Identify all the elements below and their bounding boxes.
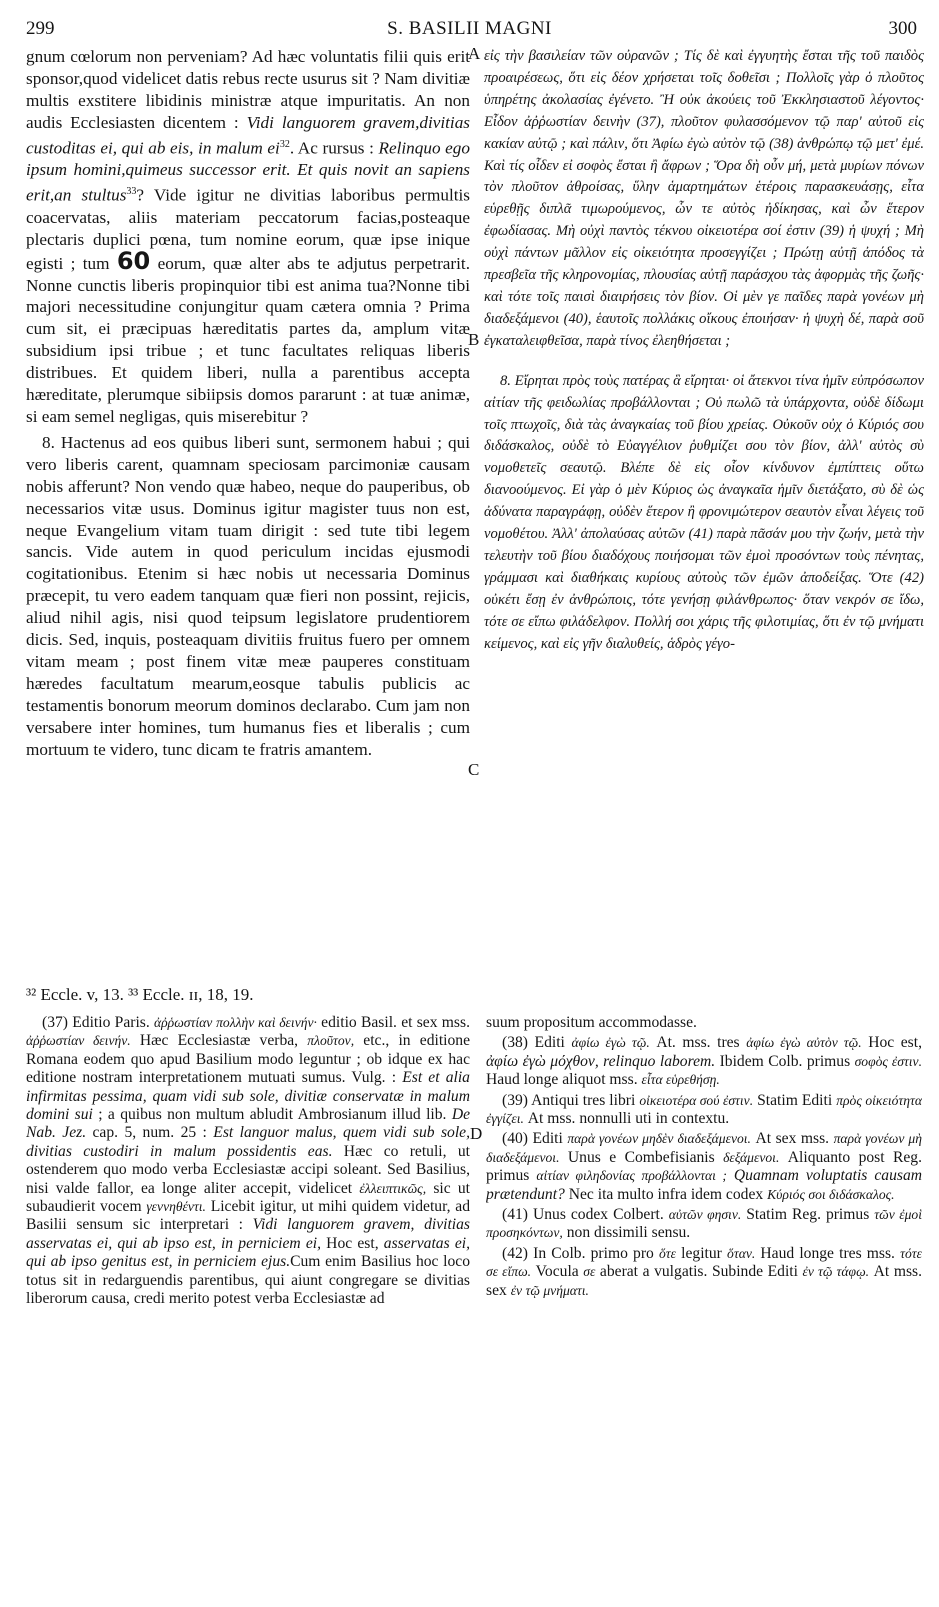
latin-paragraph-1: gnum cœlorum non perveniam? Ad hæc voluntatis filii quis erit sponsor,quod videlicet datis rebus recte usurus sit ? Nam divitiæ multis exstitere libidinis ministræ atque impuritatis. An non audis Ecclesiasten dicentem : Vidi languorem gravem,divitias custoditas ei, qui ab eis, in malum $ei^{32}$. Ac rursus : Relinquo ego ipsum homini,quimeus successor erit. Et quis novit an sapiens erit,an stultus$^{33}$? Vide igitur ne divitias laboribus permultis coacervatas, aliis materiam peccatorum facias,posteaque plectaris duplici pœna, tum nomine eorum, quæ ipse inique egisti ; tum 60 eorum, quæ alter abs te adjutus perpetrarit. Nonne cunctis liberis propinquior tibi est anima tua?Nonne tibi majori necessitudine conjungitur quam cætera omnia ? Prima cum sit, ei præcipuas hæreditatis partes da, amplum vitæ subsidium ipsi tribue ; et tunc facultates reliquas liberis distribues. Et quidem liberi, nulla a parentibus accepta hæreditate, plerumque sibiipsis domos pararunt : at tuæ animæ, si eam semel negligas, quis miserebitur ? — [26, 47, 470, 426]
folio-marker-60: 60 — [116, 246, 151, 275]
latin-column — [26, 46, 470, 976]
note-39: (39) Antiqui tres libri οἰκειοτέρα σού ἐστιν. Statim Editi πρὸς οἰκειότητα ἐγγίζει. At mss. nonnulli uti in contextu. — [486, 1091, 922, 1128]
note-37: (37) Editio Paris. ἀῤῥωστίαν πολλὴν καὶ δεινήν· editio Basil. et sex mss. ἀῤῥωστίαν δεινήν. Hæc Ecclesiastæ verba, πλοῦτον, etc., in editione Romana eodem quo apud Basilium modo leguntur ; ob idque ex hac editione nostram interpretationem mutuati sumus. Vulg. : Est et alia infirmitas pessima, quam vidi sub sole, divitiæ conservatæ in malum domini sui ; a quibus non multum abludit Ambrosianum illud lib. De Nab. Jez. cap. 5, num. 25 : Est languor malus, quem vidi sub sole, divitias custodiri in malum possidentis eas. Hæc co retuli, ut ostenderem quo modo verba Ecclesiastæ accipi soleant. Sed Basilius, nisi valde fallor, ea longe aliter accepit, videlicet ἐλλειπτικῶς, sic ut subaudierit vocem γεννηθέντι. Licebit igitur, ut mihi quidem videtur, ad Basilii sensum sic interpretari : Vidi languorem gravem, divitias asservatas ei, qui ab ipso est, in perniciem ei, Hoc est, asservatas ei, qui ab ipso genitus est, in perniciem ejus.Cum enim Basilius hoc loco totus sit in redarguendis parentibus, qui aiunt congregare se divitias liberorum causa, credi merito potest verba Ecclesiastæ ad — [26, 1014, 470, 1308]
margin-letter-b: B — [468, 330, 480, 349]
greek-paragraph-8: 8. Εἴρηται πρὸς τοὺς πατέρας ἃ εἴρηται· οἱ ἄτεκνοι τίνα ἡμῖν εὐπρόσωπον αἰτίαν τῆς φειδωλίας προβάλλονται ; Οὐ πωλῶ τὰ ὑπάρχοντα, οὐδὲ δίδωμι τοῖς πτωχοῖς, διὰ τὰς ἀναγκαίας τοῦ βίου χρείας. Οὐκοῦν οὐχ ὁ Κύριός σου διδάσκαλος, οὐδὲ τὸ Εὐαγγέλιον ῥυθμίζει σου τὸν βίον, ἀλλ' αὐτὸς σὺ νομοθετεῖς σεαυτῷ. Βλέπε δὲ εἰς οἷον κίνδυνον ἐμπίπτεις οὕτω διανοούμενος. Εἰ γὰρ ὁ μὲν Κύριος ὡς ἀναγκαῖα ἡμῖν διετάξατο, σὺ δὲ ὡς ἀδύνατα παραγράφῃ, οὐδὲν ἕτερον ἢ φρονιμώτερον σεαυτὸν εἶναι λέγεις τοῦ νομοθέτου. Ἀλλ' ἀπολαύσας αὐτῶν (41) παρὰ πᾶσάν μου τὴν ζωήν, μετὰ τὴν τελευτὴν τοῦ βίου διαδόχους ποιήσομαι τῶν ἐμοὶ προσόντων τοὺς πένητας, γράμμασι καὶ διαθήκαις κυρίους αὐτοὺς τῶν ἐμῶν ἀποδείξας. Ὅτε (42) οὐκέτι ἔσῃ ἐν ἀνθρώποις, τότε γενήσῃ φιλάνθρωπος· ὅταν νεκρόν σε ἴδω, τότε σε εἴπω φιλάδελφον. Πολλή σοι χάρις τῆς φιλοτιμίας, ὅτι ἐν τῷ μνήματι κείμενος, καὶ εἰς γῆν διαλυθείς, ἁδρὸς γέγο- — [484, 372, 924, 652]
greek-column — [484, 46, 924, 996]
note-continuation: suum propositum accommodasse. — [486, 1014, 697, 1031]
note-38: (38) Editi ἀφίω ἐγὼ τῷ. At. mss. tres ἀφίω ἐγὼ αὐτὸν τῷ. Hoc est, ἀφίω ἐγὼ μόχθον, relinquo laborem. Ibidem Colb. primus σοφὸς ἐστιν. Haud longe aliquot mss. εἶτα εὑρεθήσῃ. — [486, 1034, 922, 1089]
page-number-right: 300 — [888, 18, 917, 39]
note-41: (41) Unus codex Colbert. αὐτῶν φησιν. Statim Reg. primus τῶν ἐμοὶ προσηκόντων, non dissimili sensu. — [486, 1206, 922, 1242]
margin-letter-c: C — [468, 760, 480, 779]
margin-letter-a: A — [468, 44, 481, 63]
greek-paragraph-1: εἰς τὴν βασιλείαν τῶν οὐρανῶν ; Τίς δὲ καὶ ἐγγυητὴς ἔσται τῆς τοῦ παιδὸς προαιρέσεως, ὅτι εἰς δέον χρήσεται τοῖς δοθεῖσι ; Πολλοῖς γὰρ ὁ πλοῦτος ὑπηρέτης ἀκολασίας ἐγένετο. Ἢ οὐκ ἀκούεις τοῦ Ἐκκλησιαστοῦ λέγοντος· Εἶδον ἀῤῥωστίαν δεινὴν (37), πλοῦτον φυλασσόμενον τῷ παρ' αὐτοῦ εἰς κακίαν αὐτῷ ; καὶ πάλιν, ὅτι Ἀφίω ἐγὼ αὐτὸν τῷ (38) ἀνθρώπῳ τῷ μετ' ἐμέ. Καὶ τίς οἶδεν εἰ σοφὸς ἔσται ἢ ἄφρων ; Ὅρα δὴ οὖν μή, μετὰ μυρίων πόνων τὸν πλοῦτον ἀθροίσας, ὕλην ἁμαρτημάτων ἑτέροις παρασκευάσῃς, εἶτα εὑρεθῇς διπλᾶ τιμωρούμενος, ὧν τε αὐτὸς ἠδίκησας, καὶ ὧν ἕτερον ἐφωδίασας. Μὴ οὐχὶ παντὸς τέκνου οἰκειοτέρα σοί ἐστιν (39) ἡ ψυχή ; Μὴ οὐχὶ πάντων μᾶλλον εἰς οἰκειότητα προσεγγίζει ; Πρώτῃ αὐτῇ ἀπόδος τὰ πρεσβεῖα τῆς κληρονομίας, πλουσίας αὐτῇ παράσχου τὰς ἀφορμὰς τῆς ζωῆς· καὶ τότε τοῖς παισὶ διαιρήσεις τὸν βίον. Οἱ μὲν γε παῖδες παρὰ γονέων μὴ διαδεξάμενοι (40), ἑαυτοῖς πολλάκις οἴκους ἐποιήσαν· ἡ ψυχὴ δέ, παρὰ σοῦ ἐγκαταλειφθεῖσα, παρὰ τίνος ἐλεηθήσεται ; — [484, 48, 924, 349]
running-header — [18, 18, 921, 42]
note-42: (42) In Colb. primo pro ὅτε legitur ὅταν. Haud longe tres mss. τότε σε εἴπω. Vocula σε aberat a vulgatis. Subinde Editi ἐν τῷ τάφῳ. At mss. sex ἐν τῷ μνήματι. — [486, 1244, 922, 1299]
latin-paragraph-8: 8. Hactenus ad eos quibus liberi sunt, sermonem habui ; qui vero liberis carent, quamnam speciosam parcimoniæ causam nobis afferunt? Non vendo quæ habeo, neque do pauperibus, ob necessarios vitæ usus. Dominus igitur magister tuus non est, neque Evangelium vitam tuam dirigit : sed tute tibi legem sancis. Vide autem in quod periculum incidas ejusmodi cogitationibus. Etenim si hæc nobis ut necessaria Dominus præcepit, tu vero eadem tanquam quæ fieri non possint, rejicis, aliud nihil agis, nisi quod teipsum legislatore prudentiorem dicis. Sed, inquis, posteaquam divitiis fruitus fuero per omnem vitam meam ; post finem vitæ meæ pauperes constituam hæredes facultatum mearum,eosque tabulis publicis ac testamentis bonorum meorum dominos declarabo. Cum jam non versabere inter homines, tum humanus fies et liberalis ; cum mortuum te videro, tunc dicam te fratris amantem. — [26, 432, 470, 759]
notes-left — [26, 1014, 470, 1599]
scripture-references: ³² Eccle. v, 13. ³³ Eccle. ɪɪ, 18, 19. — [26, 985, 254, 1004]
page-number-left: 299 — [26, 18, 55, 39]
note-40: (40) Editi παρὰ γονέων μηδὲν διαδεξάμενοι. At sex mss. παρὰ γονέων μὴ διαδεξάμενοι. Unus e Combefisianis δεξάμενοι. Aliquanto post Reg. primus αἰτίαν φιληδονίας προβάλλονται ; Quamnam voluptatis causam prætendunt? Nec ita multo infra idem codex Κύριός σοι διδάσκαλος. — [486, 1130, 922, 1203]
running-title: S. BASILII MAGNI — [387, 18, 552, 39]
margin-letter-d: D — [470, 1124, 483, 1143]
notes-right — [486, 1014, 922, 1599]
